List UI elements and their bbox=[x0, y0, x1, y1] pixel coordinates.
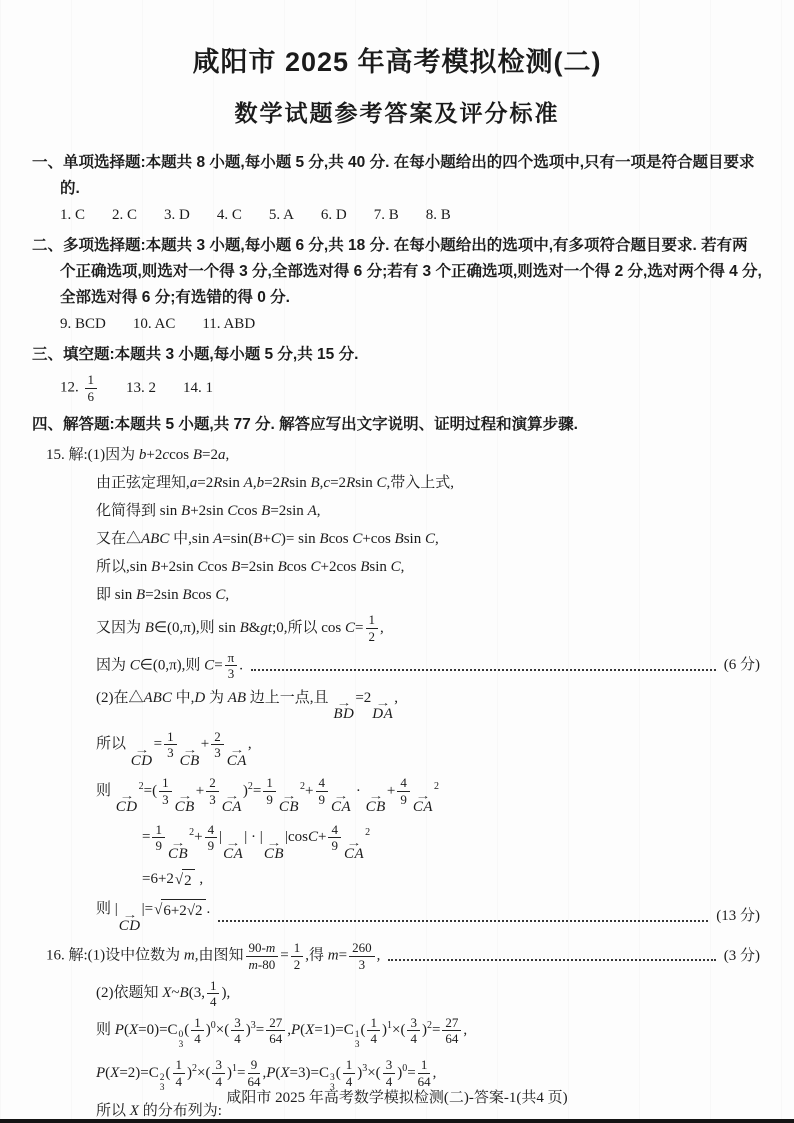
fraction: $\frac{3}{4}$ bbox=[407, 1016, 420, 1046]
section-4-heading: 四、解答题:本题共 5 小题,共 77 分. 解答应写出文字说明、证明过程和演算步骤. bbox=[32, 416, 578, 434]
dotted-leader bbox=[388, 959, 715, 961]
section-2-heading: 二、多项选择题:本题共 3 小题,每小题 6 分,共 18 分. 在每小题给出的选项中,有多项符合题目要求. 若有两个正确选项,则选对一个得 3 分,全部选对得 6 分;若有 3 个正确选项,则选对一个得 2 分,选对两个得 4 分,全部选对得 6 分;有选错的得 0 分. bbox=[32, 237, 762, 306]
dotted-leader bbox=[251, 669, 716, 671]
fraction: $\frac{1}{3}$ bbox=[164, 730, 177, 760]
page-title: 咸阳市 2025 年高考模拟检测(二) bbox=[192, 47, 602, 77]
formula-text: 则 → CD $^2$=( $\frac{1}{3}$ → CB + $\frac{2}{3}$ → CA )$^2$= $\frac{1}{9}$ → CB $^2$+ $\frac{4}{9}$ → CA · → CB + $\frac{4}{9}$ → CA $^2$ bbox=[96, 775, 439, 816]
fraction: $\frac{27}{64}$ bbox=[442, 1016, 461, 1046]
vector: → CB bbox=[365, 791, 386, 816]
solution-line bbox=[32, 688, 762, 723]
answer-item: 11. ABD bbox=[202, 316, 256, 332]
section-3-answers bbox=[32, 373, 762, 403]
fraction: $\frac{2}{3}$ bbox=[211, 730, 224, 760]
formula-text: 则 P(X=0)=C 0 3 ( $\frac{1}{4}$ )$^0$×( $\frac{3}{4}$ )$^3$= $\frac{27}{64}$ ,P(X=1)=C 1 3 ( $\frac{1}{4}$ )$^1$×( $\frac{3}{4}$ )$^2$= $\frac{27}{64}$ , bbox=[96, 1014, 468, 1051]
answer-item: 6. D bbox=[320, 207, 347, 223]
answer-item: 7. B bbox=[373, 207, 399, 223]
answer-item: 5. A bbox=[268, 207, 294, 223]
formula-text: (2)依题知 X~B(3, $\frac{1}{4}$ ), bbox=[96, 977, 231, 1010]
formula-text: 则 | → CD |= √ 6+2√2 . bbox=[96, 901, 211, 934]
solution-line bbox=[32, 979, 762, 1009]
vector: → CB bbox=[278, 791, 300, 816]
solution-line bbox=[32, 730, 762, 770]
fraction: $\frac{260}{3}$ bbox=[349, 941, 375, 971]
vector: → CD bbox=[115, 791, 138, 816]
answer-item: 2. C bbox=[112, 207, 138, 223]
formula-text: 因为 C∈(0,π),则 C= $\frac{\pi}{3}$ . bbox=[96, 649, 243, 682]
solution-line bbox=[32, 585, 762, 606]
score-label: (6 分) bbox=[723, 657, 760, 674]
formula-text: 又在△ABC 中,sin A=sin(B+C)= sin Bcos C+cos Bsin C, bbox=[96, 531, 439, 548]
vector: → CA bbox=[412, 791, 433, 816]
bottom-rule bbox=[0, 1119, 794, 1123]
solution-line bbox=[32, 869, 762, 892]
binomial-scripts: 1 3 bbox=[354, 1030, 360, 1051]
vector: → CD bbox=[130, 744, 153, 769]
vector: → BD bbox=[333, 698, 355, 723]
solution-line bbox=[32, 613, 762, 643]
fraction: $\frac{1}{4}$ bbox=[367, 1016, 380, 1046]
section-1-heading: 一、单项选择题:本题共 8 小题,每小题 5 分,共 40 分. 在每小题给出的四个选项中,只有一项是符合题目要求的. bbox=[32, 154, 755, 197]
vector: → CB bbox=[167, 837, 189, 862]
solution-line bbox=[32, 1016, 762, 1052]
formula-text: P(X=2)=C 2 3 ( $\frac{1}{4}$ )$^2$×( $\frac{3}{4}$ )$^1$= $\frac{9}{64}$ ,P(X=3)=C 3 3 ( $\frac{1}{4}$ )$^3$×( $\frac{3}{4}$ )$^0$= $\frac{1}{64}$ , bbox=[96, 1057, 437, 1093]
section-3-heading: 三、填空题:本题共 3 小题,每小题 5 分,共 15 分. bbox=[32, 346, 359, 363]
page-subtitle: 数学试题参考答案及评分标准 bbox=[234, 100, 560, 126]
solution-line bbox=[32, 529, 762, 550]
dotted-leader bbox=[218, 920, 708, 922]
solution-line bbox=[32, 651, 762, 681]
solution-line bbox=[32, 776, 762, 816]
fraction: $\frac{1}{9}$ bbox=[152, 823, 165, 853]
fraction: $\frac{1}{2}$ bbox=[291, 941, 304, 971]
fraction: $\frac{1}{2}$ bbox=[366, 613, 379, 643]
fraction: $\frac{1}{3}$ bbox=[159, 776, 172, 806]
vector: → CB bbox=[179, 744, 200, 769]
fraction: $\frac{\pi}{3}$ bbox=[225, 651, 238, 681]
answer-item: 9. BCD bbox=[60, 316, 106, 332]
answer-item: 8. B bbox=[425, 207, 451, 223]
solution-line bbox=[32, 823, 762, 863]
radical: √ 2 bbox=[175, 869, 195, 892]
formula-text: 由正弦定理知,a=2Rsin A,b=2Rsin B,c=2Rsin C,带入上式, bbox=[96, 475, 455, 492]
fraction: $\frac{1}{6}$ bbox=[85, 373, 98, 403]
formula-text: =6+2 √ 2 , bbox=[142, 871, 203, 887]
solution-line bbox=[32, 473, 762, 494]
formula-text: 即 sin B=2sin Bcos C, bbox=[96, 587, 230, 604]
vector: → CB bbox=[174, 791, 195, 816]
fraction: $\frac{3}{4}$ bbox=[383, 1058, 396, 1088]
fraction: $\frac{1}{64}$ bbox=[417, 1057, 431, 1090]
binomial-scripts: 0 3 bbox=[178, 1030, 184, 1051]
solution-line bbox=[32, 445, 762, 466]
binomial-scripts: 2 3 bbox=[159, 1072, 165, 1093]
solution-line bbox=[32, 557, 762, 578]
solution-line bbox=[32, 941, 762, 971]
fraction: $\frac{4}{9}$ bbox=[205, 823, 218, 853]
fraction: $\frac{1}{9}$ bbox=[263, 776, 276, 806]
formula-text: (2)在△ABC 中,D 为 AB 边上一点,且 → BD =2 → DA , bbox=[96, 689, 399, 723]
formula-text: 所以,sin B+2sin Ccos B=2sin Bcos C+2cos Bsin C, bbox=[96, 559, 405, 576]
solution-line bbox=[32, 899, 762, 934]
fraction: $\frac{1}{4}$ bbox=[343, 1058, 356, 1088]
score-label: (3 分) bbox=[723, 947, 760, 964]
fraction: $\frac{3}{4}$ bbox=[231, 1016, 244, 1046]
fraction: $\frac{2}{3}$ bbox=[206, 776, 219, 806]
radical: √ 6+2√2 bbox=[154, 899, 205, 922]
answer-item: 14. 1 bbox=[183, 379, 213, 396]
formula-text: = $\frac{1}{9}$ → CB $^2$+ $\frac{4}{9}$ | → CA | · | → CB |cosC+ $\frac{4}{9}$ → CA $^2$ bbox=[142, 821, 371, 862]
fraction: $\frac{9}{64}$ bbox=[247, 1057, 261, 1090]
fraction: $\frac{1}{4}$ bbox=[191, 1016, 204, 1046]
answer-item: 4. C bbox=[216, 207, 242, 223]
formula-text: 16. 解:(1)设中位数为 m,由图知 $\frac{90-m}{m-80}$ = $\frac{1}{2}$ ,得 m= $\frac{260}{3}$ , bbox=[46, 940, 381, 972]
formula-text: 15. 解:(1)因为 b+2ccos B=2a, bbox=[46, 447, 230, 464]
document-body bbox=[32, 150, 762, 1122]
solution-line bbox=[32, 501, 762, 522]
fraction: $\frac{1}{4}$ bbox=[207, 979, 220, 1009]
vector: → CA bbox=[226, 744, 247, 769]
answer-item: 3. D bbox=[164, 207, 190, 223]
fraction: $\frac{3}{4}$ bbox=[212, 1058, 225, 1088]
vector: → CA bbox=[221, 791, 242, 816]
fraction: $\frac{27}{64}$ bbox=[266, 1016, 285, 1046]
section-1-answers bbox=[32, 207, 762, 224]
vector: → DA bbox=[372, 698, 394, 723]
vector: → CA bbox=[331, 791, 352, 816]
answer-item: 12. $\frac{1}{6}$ bbox=[60, 373, 99, 403]
answer-item: 10. AC bbox=[132, 316, 176, 332]
formula-text: 又因为 B∈(0,π),则 sin B&gt;0,所以 cos C= $\frac{1}{2}$ , bbox=[96, 612, 384, 644]
score-label: (13 分) bbox=[716, 908, 760, 925]
answer-item: 1. C bbox=[60, 207, 86, 223]
vector: → CB bbox=[263, 837, 284, 862]
fraction: $\frac{4}{9}$ bbox=[397, 776, 410, 806]
fraction: $\frac{4}{9}$ bbox=[316, 776, 329, 806]
section-2-answers bbox=[32, 316, 762, 333]
formula-text: 化简得到 sin B+2sin Ccos B=2sin A, bbox=[96, 503, 321, 520]
vector: → CA bbox=[223, 837, 244, 862]
fraction: $\frac{4}{9}$ bbox=[328, 823, 341, 853]
fraction: $\frac{90-m}{m-80}$ bbox=[246, 941, 279, 971]
formula-text: 所以 → CD = $\frac{1}{3}$ → CB + $\frac{2}{3}$ → CA , bbox=[96, 728, 252, 769]
fraction: $\frac{1}{4}$ bbox=[173, 1058, 186, 1088]
page-footer: 咸阳市 2025 年高考数学模拟检测(二)-答案-1(共4 页) bbox=[226, 1090, 568, 1106]
formula-text: 所以 X 的分布列为: bbox=[96, 1102, 222, 1119]
answer-item: 13. 2 bbox=[126, 379, 156, 396]
binomial-scripts: 3 3 bbox=[329, 1072, 335, 1093]
vector: → CD bbox=[118, 909, 141, 934]
vector: → CA bbox=[343, 837, 365, 862]
